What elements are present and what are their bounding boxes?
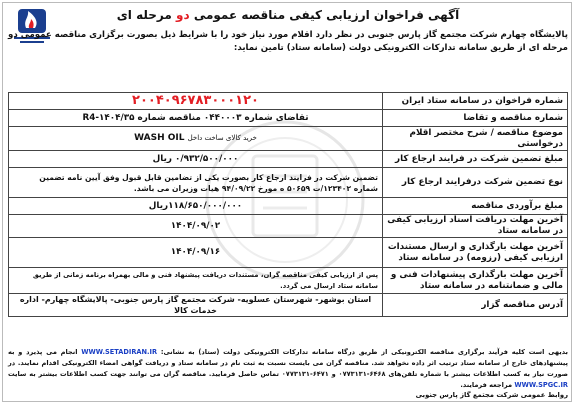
row-label: مبلغ برآوردی مناقصه [383, 198, 568, 215]
footer-text-1: بدیهی است کلیه فرآیند برگزاری مناقصه الکترونیکی از طریق درگاه سامانه تدارکات الکترونیکی دولت (ستاد) به نشانی: [160, 348, 568, 356]
title-end: مرحله ای [116, 8, 172, 22]
row-label: آخرین مهلت بارگذاری و ارسال مستندات ارزیابی کیفی (رزومه) در سامانه ستاد [383, 238, 568, 268]
tender-number-value: تقاضای شماره ۰۴۴۰۰۰۳ مناقصه شماره R4-۱۴۰۴/۳۵ [9, 110, 383, 127]
row-label: آخرین مهلت دریافت اسناد ارزیابی کیفی در سامانه ستاد [383, 215, 568, 238]
footer-phone-text: در صورت نیاز به کسب اطلاعات بیشتر با شماره تلفن‌های ۶۴۶۸-۰۷۷۳۱۳۱ و ۶۴۷۱-۰۷۷۳۱۳۱ تماس حاصل فرمایید. [8, 359, 568, 378]
intro-paragraph: پالایشگاه چهارم شرکت مجتمع گاز پارس جنوبی در نظر دارد اقلام مورد نیاز خود را با شرایط ذیل بصورت برگزاری مناقصه عمومی دو مرحله ای از طریق سامانه تدارکات الکترونیکی دولت (سامانه ستاد) تامین نماید: [8, 30, 568, 53]
guarantee-amount-value: ۰/۹۳۲/۵۰۰/۰۰۰ ریال [9, 151, 383, 168]
ad-title [60, 8, 516, 22]
row-label: شماره مناقصه و تقاضا [383, 110, 568, 127]
table-row [9, 110, 568, 127]
footer-text-4: مراجعه فرمایند. [460, 381, 513, 389]
title-red-word: دو [176, 8, 190, 22]
table-row [9, 168, 568, 198]
footer-text-3: مناقصه گران می توانند جهت کسب اطلاعات بیشتر به سایت [8, 370, 207, 378]
table-row [9, 198, 568, 215]
row-label: آخرین مهلت بارگذاری پیشنهادات فنی و مالی و ضمانتنامه در سامانه ستاد [383, 268, 568, 294]
footer-text-2: انجام می پذیرد و به پیشنهادهای خارج از سامانه ستاد ترتیب اثر داده نخواهد شد. مناقصه گران می بایست نسبت به ثبت نام در سامانه ستاد و دریافت گواهی امضاء الکترونیکی اقدام نمایند. [8, 348, 568, 367]
address-value: استان بوشهر- شهرستان عسلویه- شرکت مجتمع گاز پارس جنوبی- پالایشگاه چهارم- اداره خدمات کالا [9, 294, 383, 317]
table-row [9, 268, 568, 294]
table-row [9, 215, 568, 238]
row-label: مبلغ تضمین شرکت در فرایند ارجاع کار [383, 151, 568, 168]
spgc-link[interactable]: WWW.SPGC.IR [514, 381, 568, 389]
row-label: موضوع مناقصه / شرح مختصر اقلام درخواستی [383, 127, 568, 151]
public-relations-signature: روابط عمومی شرکت مجتمع گاز پارس جنوبی [415, 391, 568, 399]
row-label: شماره فراخوان در سامانه ستاد ایران [383, 93, 568, 110]
footer-notes [8, 347, 568, 391]
resume-deadline-value: ۱۴۰۴/۰۹/۱۶ [9, 238, 383, 268]
subject-value [9, 127, 383, 151]
table-row [9, 238, 568, 268]
estimated-amount-value: ۱۱۸/۶۵۰/۰۰۰/۰۰۰ریال [9, 198, 383, 215]
tender-details-table [8, 92, 568, 317]
guarantee-type-value: تضمین شرکت در فرایند ارجاع کار بصورت یکی از تضامین قابل قبول وفق آیین نامه تضمین شماره ۱۲۳۴۰۲/ت ۵۰۶۵۹ ه مورخ ۹۴/۰۹/۲۲ هیات وزیران می باشد. [9, 168, 383, 198]
title-start: آگهی فراخوان ارزیابی کیفی مناقصه عمومی [193, 8, 460, 22]
table-row [9, 151, 568, 168]
bid-deadline-value: پس از ارزیابی کیفی مناقصه گران، مستندات دریافت پیشنهاد فنی و مالی بهمراه برنامه زمانی از طریق سامانه ستاد ارسال می گردد. [9, 268, 383, 294]
row-label: آدرس مناقصه گزار [383, 294, 568, 317]
doc-deadline-value: ۱۴۰۴/۰۹/۰۲ [9, 215, 383, 238]
row-label: نوع تضمین شرکت درفرایند ارجاع کار [383, 168, 568, 198]
table-row [9, 294, 568, 317]
subject-code: WASH OIL [134, 133, 185, 143]
table-row [9, 93, 568, 110]
table-row [9, 127, 568, 151]
setad-link[interactable]: WWW.SETADIRAN.IR [81, 348, 158, 356]
subject-desc: خرید کالای ساخت داخل [187, 134, 257, 142]
call-number-value: ۲۰۰۴۰۹۶۷۸۳۰۰۰۱۲۰ [9, 93, 383, 110]
